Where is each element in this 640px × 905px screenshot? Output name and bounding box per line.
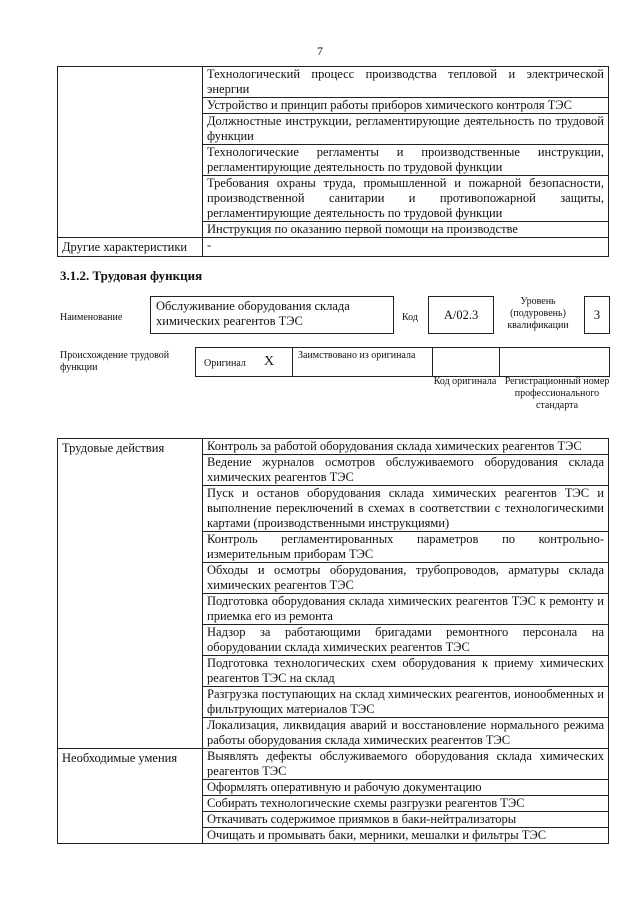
table-row	[58, 439, 609, 455]
borrowed-label: Заимствовано из оригинала	[298, 350, 416, 361]
row-content-cell: Пуск и останов оборудования склада химических реагентов ТЭС и выполнение переключений в схемах в соответствии с технологическими картами (производственными инструкциями)	[203, 486, 609, 532]
skills-header: Необходимые умения	[58, 749, 203, 844]
row-content-cell: Должностные инструкции, регламентирующие деятельность по трудовой функции	[203, 114, 609, 145]
row-content-cell: Локализация, ликвидация аварий и восстановление нормального режима работы оборудования склада химических реагентов ТЭС	[203, 718, 609, 749]
row-header-label: Другие характеристики	[62, 240, 188, 254]
row-content-cell: Разгрузка поступающих на склад химических реагентов, ионообменных и фильтрующих материалов ТЭС	[203, 687, 609, 718]
level-value-box	[584, 296, 610, 334]
function-name-value: Обслуживание оборудования склада химических реагентов ТЭС	[156, 299, 350, 328]
row-content-cell: -	[203, 238, 609, 257]
labor-actions-header: Трудовые действия	[58, 439, 203, 749]
code-value-box	[428, 296, 494, 334]
row-content-cell: Инструкция по оказанию первой помощи на производстве	[203, 222, 609, 238]
row-content-cell: Технологический процесс производства тепловой и электрической энергии	[203, 67, 609, 98]
knowledge-table	[57, 66, 609, 257]
row-content-cell: Оформлять оперативную и рабочую документацию	[203, 780, 609, 796]
original-mark: X	[264, 354, 275, 369]
origin-grid	[195, 347, 610, 377]
row-content-cell: Собирать технологические схемы разгрузки реагентов ТЭС	[203, 796, 609, 812]
table-row	[58, 238, 609, 257]
row-content-cell: Обходы и осмотры оборудования, трубопроводов, арматуры склада химических реагентов ТЭС	[203, 563, 609, 594]
row-content-cell: Контроль регламентированных параметров по контрольно-измерительным приборам ТЭС	[203, 532, 609, 563]
row-header-cell	[58, 238, 203, 257]
function-name-box	[150, 296, 394, 334]
name-label: Наименование	[60, 312, 123, 323]
row-content-cell: Технологические регламенты и производственные инструкции, регламентирующие деятельность по трудовой функции	[203, 145, 609, 176]
table-row	[58, 749, 609, 780]
row-content-cell: Откачивать содержимое приямков в баки-нейтрализаторы	[203, 812, 609, 828]
table-row	[58, 67, 609, 98]
row-content-cell: Очищать и промывать баки, мерники, мешалки и фильтры ТЭС	[203, 828, 609, 844]
row-content-cell: Контроль за работой оборудования склада химических реагентов ТЭС	[203, 439, 609, 455]
divider	[292, 348, 293, 376]
row-content-cell: Устройство и принцип работы приборов химического контроля ТЭС	[203, 98, 609, 114]
reg-number-caption: Регистрационный номер профессионального стандарта	[504, 376, 610, 411]
level-label: Уровень (подуровень) квалификации	[507, 296, 569, 331]
row-content-cell: Надзор за работающими бригадами ремонтного персонала на оборудовании склада химических реагентов ТЭС	[203, 625, 609, 656]
row-content-cell: Подготовка технологических схем оборудования к приему химических реагентов ТЭС на склад	[203, 656, 609, 687]
divider	[432, 348, 433, 376]
labor-functions-table	[57, 438, 609, 844]
row-content-cell: Подготовка оборудования склада химических реагентов ТЭС к ремонту и приемка его из ремонта	[203, 594, 609, 625]
code-value: A/02.3	[443, 308, 479, 322]
row-header-cell	[58, 67, 203, 238]
section-title: 3.1.2. Трудовая функция	[60, 268, 203, 283]
row-content-cell: Выявлять дефекты обслуживаемого оборудования склада химических реагентов ТЭС	[203, 749, 609, 780]
page-number: 7	[317, 44, 323, 58]
code-label: Код	[402, 312, 418, 323]
row-content-cell: Требования охраны труда, промышленной и пожарной безопасности, производственной санитарии и противопожарной защиты, регламентирующие деятельность по трудовой функции	[203, 176, 609, 222]
original-label: Оригинал	[204, 358, 246, 369]
code-original-caption: Код оригинала	[433, 376, 497, 387]
divider	[499, 348, 500, 376]
row-content-cell: Ведение журналов осмотров обслуживаемого оборудования склада химических реагентов ТЭС	[203, 455, 609, 486]
origin-label: Происхождение трудовой функции	[60, 350, 170, 373]
level-value: 3	[593, 308, 601, 322]
